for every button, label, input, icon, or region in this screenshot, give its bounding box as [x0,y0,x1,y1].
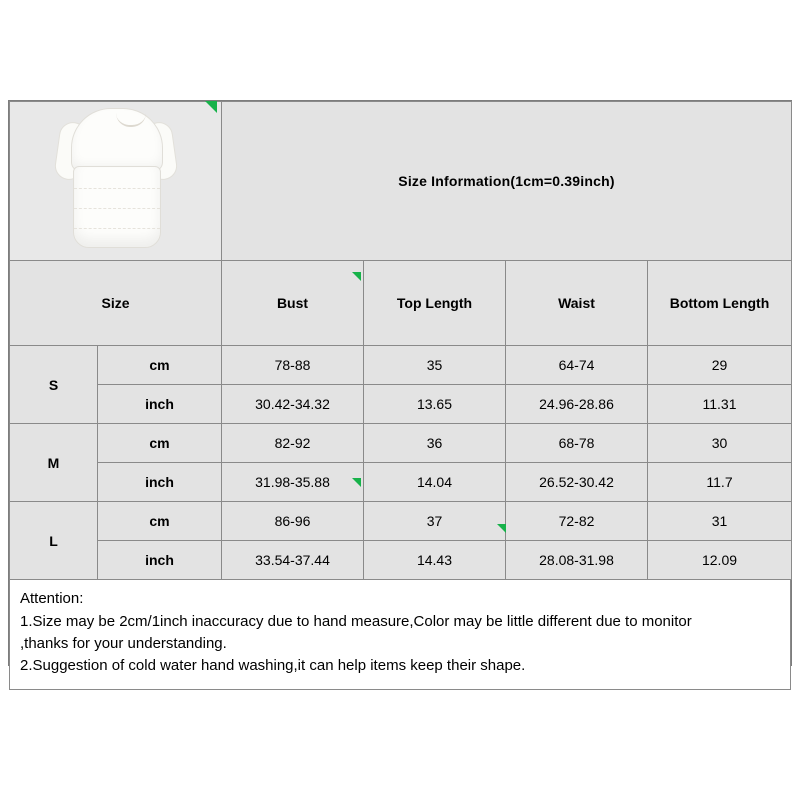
value-bottom-length: 30 [648,424,792,463]
value-waist: 24.96-28.86 [506,385,648,424]
green-marker-icon [352,478,361,487]
table-row [10,424,792,463]
value-bust: 86-96 [222,502,364,541]
value-waist: 26.52-30.42 [506,463,648,502]
value-top-length: 14.04 [364,463,506,502]
table-row-headers [10,261,792,346]
attention-note [9,580,791,690]
value-bust: 78-88 [222,346,364,385]
green-marker-icon [352,272,361,281]
attention-line-1: 1.Size may be 2cm/1inch inaccuracy due to hand measure,Color may be little different due to monitor [20,613,692,630]
unit-cm: cm [98,424,222,463]
size-label-l: L [10,502,98,580]
unit-inch: inch [98,385,222,424]
table-row-header-title [10,102,792,261]
ruffle-line [74,187,160,189]
green-marker-icon [205,101,217,113]
value-bottom-length: 12.09 [648,541,792,580]
header-bottom-length: Bottom Length [648,261,792,346]
unit-inch: inch [98,541,222,580]
size-chart-container [8,100,792,674]
value-bottom-length: 31 [648,502,792,541]
value-bottom-length: 29 [648,346,792,385]
value-top-length: 37 [364,502,506,541]
attention-line-3: 2.Suggestion of cold water hand washing,it can help items keep their shape. [20,657,526,674]
unit-cm: cm [98,346,222,385]
size-table [9,101,792,580]
value-bottom-length: 11.7 [648,463,792,502]
product-image [10,102,221,260]
ruffle-line [74,207,160,209]
unit-inch: inch [98,463,222,502]
value-waist: 28.08-31.98 [506,541,648,580]
value-top-length: 35 [364,346,506,385]
value-top-length: 13.65 [364,385,506,424]
skirt-shape [73,166,161,248]
unit-cm: cm [98,502,222,541]
value-bottom-length: 11.31 [648,385,792,424]
value-top-length: 36 [364,424,506,463]
value-waist: 72-82 [506,502,648,541]
top-shape [71,108,163,172]
attention-heading: Attention: [20,590,84,607]
value-bust: 30.42-34.32 [222,385,364,424]
header-waist: Waist [506,261,648,346]
size-label-s: S [10,346,98,424]
header-bust: Bust [222,261,364,346]
value-waist: 64-74 [506,346,648,385]
attention-line-2: ,thanks for your understanding. [20,635,227,652]
value-bust: 33.54-37.44 [222,541,364,580]
value-bust: 31.98-35.88 [222,463,364,502]
value-bust: 82-92 [222,424,364,463]
product-image-cell [10,102,222,261]
value-top-length: 14.43 [364,541,506,580]
chart-title: Size Information(1cm=0.39inch) [222,102,792,261]
table-row [10,541,792,580]
green-marker-icon [497,524,506,533]
ruffle-line [74,227,160,229]
table-row [10,385,792,424]
neckline-shape [116,113,146,127]
header-size: Size [10,261,222,346]
table-row [10,463,792,502]
size-label-m: M [10,424,98,502]
garment-illustration [57,108,175,254]
header-top-length: Top Length [364,261,506,346]
table-row [10,346,792,385]
table-row [10,502,792,541]
value-waist: 68-78 [506,424,648,463]
